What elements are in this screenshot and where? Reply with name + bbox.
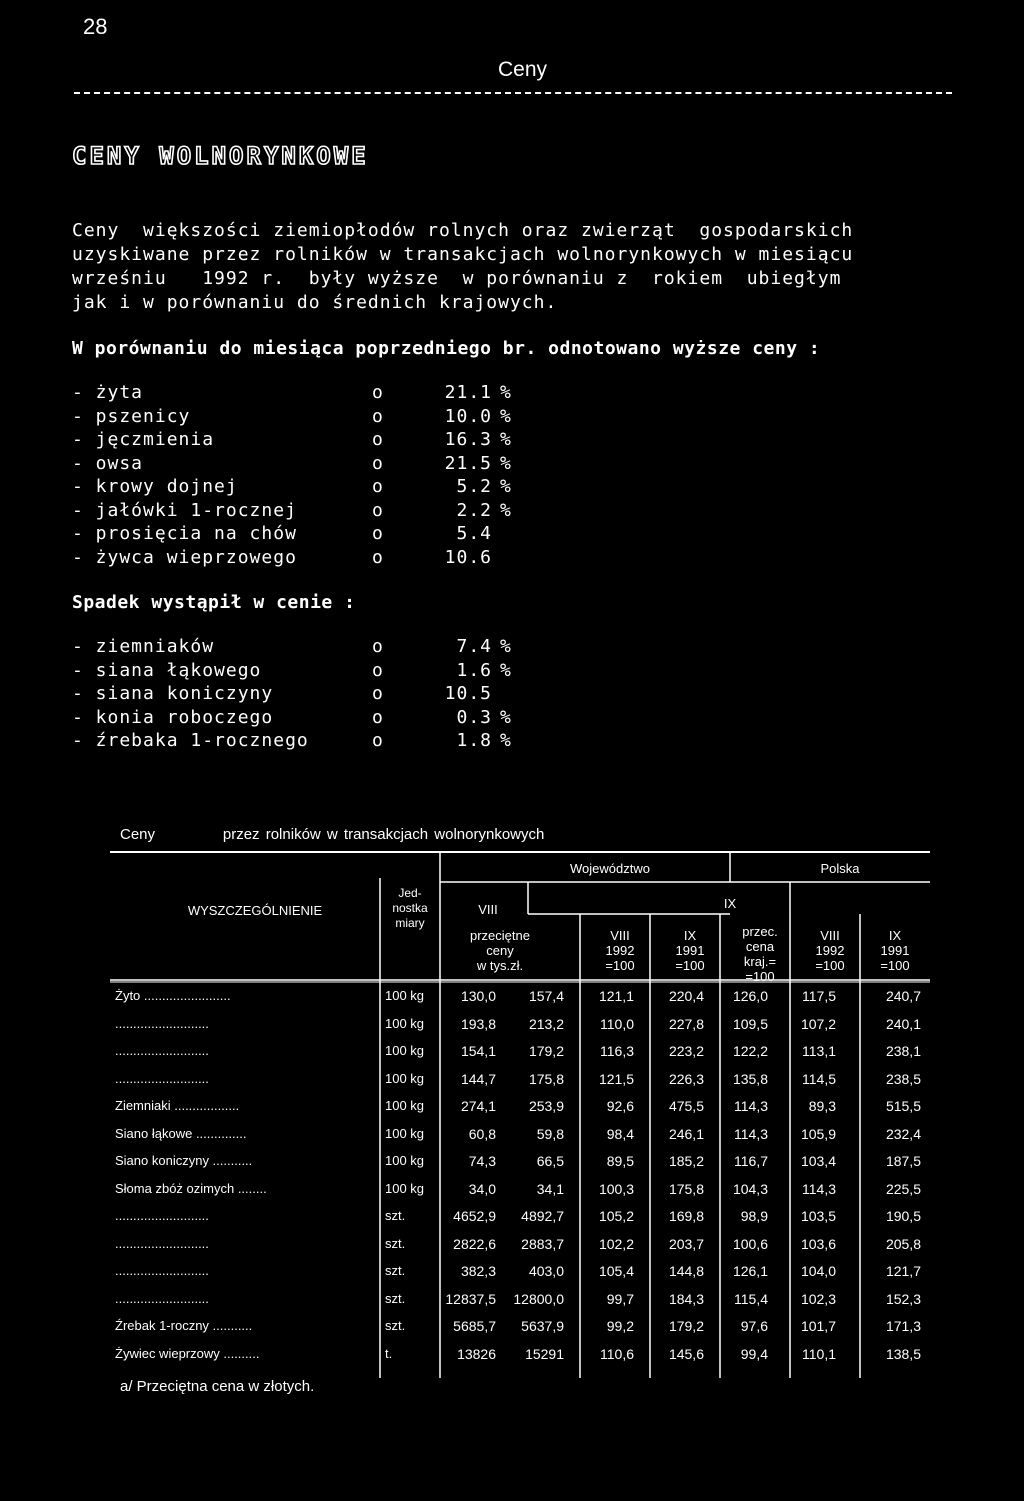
increase-unit: %	[500, 499, 512, 521]
row-unit: 100 kg	[385, 1125, 425, 1141]
table-cell: 126,1	[732, 1263, 768, 1279]
table-cell: 113,1	[802, 1043, 836, 1059]
table-cell: 5685,7	[453, 1318, 496, 1334]
increase-sep: o	[372, 405, 384, 427]
table-cell: 105,9	[800, 1125, 836, 1142]
decrease-value: 7.4	[456, 636, 492, 657]
table-cell: 144,8	[668, 1263, 704, 1279]
decrease-sep: o	[372, 636, 384, 657]
table-cell: 179,2	[528, 1043, 564, 1059]
table-cell: 12837,5	[445, 1290, 496, 1307]
increase-sep: o	[372, 523, 384, 544]
increase-value: 5.2	[456, 476, 492, 497]
table-cell: 382,3	[460, 1263, 496, 1279]
table-cell: 109,5	[732, 1015, 768, 1032]
table-cell: 274,1	[460, 1098, 496, 1114]
increase-value: 10.6	[444, 546, 492, 568]
table-cell: 59,8	[536, 1125, 564, 1142]
table-cell: 99,4	[740, 1345, 768, 1362]
table-cell: 99,2	[606, 1318, 634, 1334]
row-unit: 100 kg	[385, 988, 425, 1003]
table-caption-right: przez rolników w transakcjach wolnorynkowych	[222, 826, 545, 843]
comparison-line: W porównaniu do miesiąca poprzedniego br. odnotowano wyższe ceny :	[72, 338, 821, 359]
decrease-value: 10.5	[444, 683, 492, 704]
table-caption-left: Ceny	[120, 826, 156, 843]
decrease-name: - siana łąkowego	[72, 659, 262, 681]
table-cell: 107,2	[800, 1015, 836, 1032]
increase-name: - pszenicy	[72, 405, 191, 427]
table-cell: 175,8	[668, 1180, 704, 1197]
row-label: Siano łąkowe ..............	[115, 1125, 247, 1141]
table-cell: 15291	[525, 1345, 564, 1362]
table-cell: 203,7	[668, 1235, 704, 1252]
table-cell: 104,0	[800, 1263, 836, 1279]
table-cell: 121,1	[598, 988, 634, 1004]
increase-name: - żyta	[72, 382, 144, 403]
increase-name: - owsa	[72, 452, 144, 474]
intro-line-2: uzyskiwane przez rolników w transakcjach wolnorynkowych w miesiącu	[72, 244, 854, 265]
table-cell: 246,1	[668, 1125, 704, 1142]
table-cell: 515,5	[885, 1098, 921, 1114]
table-cell: 205,8	[885, 1235, 921, 1252]
table-cell: 4892,7	[521, 1208, 564, 1224]
table-cell: 117,5	[802, 988, 836, 1004]
table-cell: 74,3	[468, 1153, 496, 1169]
table-cell: 225,5	[885, 1180, 921, 1197]
header-unit: Jed- nostka miary	[392, 886, 428, 930]
table-cell: 34,1	[536, 1180, 564, 1197]
table-cell: 102,2	[598, 1235, 634, 1252]
increase-name: - jęczmienia	[72, 429, 215, 450]
increase-value: 2.2	[456, 499, 492, 521]
table-cell: 105,4	[598, 1263, 634, 1279]
table-cell: 92,6	[606, 1098, 634, 1114]
decrease-name: - źrebaka 1-rocznego	[72, 730, 309, 751]
increase-value: 21.1	[444, 382, 492, 403]
table-cell: 240,1	[885, 1015, 921, 1032]
footnote: a/ Przeciętna cena w złotych.	[120, 1378, 315, 1395]
increase-unit: %	[500, 429, 512, 450]
table-cell: 104,3	[732, 1180, 768, 1197]
table-cell: 121,7	[885, 1263, 921, 1279]
table-cell: 144,7	[460, 1070, 496, 1087]
table-cell: 12800,0	[513, 1290, 564, 1307]
table-cell: 100,6	[732, 1235, 768, 1252]
increase-sep: o	[372, 382, 384, 403]
table-cell: 60,8	[468, 1125, 496, 1142]
decrease-unit: %	[500, 730, 512, 751]
table-cell: 154,1	[460, 1043, 496, 1059]
row-unit: 100 kg	[385, 1098, 425, 1113]
decrease-sep: o	[372, 730, 384, 751]
decrease-sep: o	[372, 659, 384, 681]
table-cell: 184,3	[668, 1290, 704, 1307]
header-specification: WYSZCZEGÓLNIENIE	[187, 903, 323, 918]
row-unit: 100 kg	[385, 1015, 425, 1031]
table-caption	[120, 826, 544, 843]
row-label: Siano koniczyny ...........	[115, 1153, 253, 1168]
table-cell: 105,2	[598, 1208, 634, 1224]
table-cell: 89,3	[808, 1098, 836, 1114]
table-cell: 227,8	[668, 1015, 704, 1032]
header-voivodeship: Województwo	[570, 861, 650, 876]
price-table	[110, 848, 930, 1378]
increase-value: 10.0	[444, 405, 492, 427]
row-label: ..........................	[115, 1015, 209, 1031]
table-cell: 114,3	[734, 1125, 768, 1142]
table-cell: 5637,9	[521, 1318, 564, 1334]
increase-name: - jałówki 1-rocznej	[72, 499, 297, 521]
table-cell: 102,3	[800, 1290, 836, 1307]
table-cell: 223,2	[668, 1043, 704, 1059]
table-cell: 152,3	[885, 1290, 921, 1307]
row-label: Żyto ........................	[115, 988, 231, 1003]
table-cell: 240,7	[885, 988, 921, 1004]
table-cell: 135,8	[732, 1070, 768, 1087]
table-cell: 220,4	[668, 988, 704, 1004]
increase-unit: %	[500, 476, 512, 497]
table-cell: 97,6	[740, 1318, 768, 1334]
row-unit: 100 kg	[385, 1153, 425, 1168]
increase-unit: %	[500, 452, 512, 474]
table-cell: 4652,9	[453, 1208, 496, 1224]
table-cell: 103,5	[800, 1208, 836, 1224]
main-heading: CENY WOLNORYNKOWE	[72, 142, 369, 170]
table-cell: 475,5	[668, 1098, 704, 1114]
table-cell: 114,3	[802, 1180, 836, 1197]
row-unit: 100 kg	[385, 1180, 425, 1196]
table-cell: 2822,6	[453, 1235, 496, 1252]
table-cell: 114,3	[734, 1098, 768, 1114]
decrease-name: - konia roboczego	[72, 706, 274, 728]
row-label: ..........................	[115, 1263, 209, 1278]
row-unit: t.	[385, 1345, 393, 1361]
table-cell: 130,0	[460, 988, 496, 1004]
table-cell: 145,6	[668, 1345, 704, 1362]
table-cell: 66,5	[536, 1153, 564, 1169]
table-cell: 171,3	[885, 1318, 921, 1334]
table-cell: 403,0	[528, 1263, 564, 1279]
table-cell: 2883,7	[521, 1235, 564, 1252]
row-label: ..........................	[115, 1235, 209, 1251]
increase-sep: o	[372, 546, 384, 568]
header-p-ix-1991: IX 1991 =100	[880, 928, 910, 973]
header-avg-price: przeciętne ceny w tys.zł.	[470, 928, 530, 973]
table-cell: 122,2	[732, 1043, 768, 1059]
increase-value: 5.4	[456, 523, 492, 544]
table-cell: 193,8	[460, 1015, 496, 1032]
header-v-ix-1991: IX 1991 =100	[675, 928, 705, 973]
table-cell: 232,4	[885, 1125, 921, 1142]
row-label: ..........................	[115, 1043, 209, 1058]
header-sub-ix: IX	[723, 896, 737, 911]
intro-line-4: jak i w porównaniu do średnich krajowych.	[72, 292, 558, 313]
drop-line: Spadek wystąpił w cenie :	[72, 592, 356, 613]
row-label: ..........................	[115, 1070, 209, 1086]
increase-name: - prosięcia na chów	[72, 523, 297, 544]
table-cell: 253,9	[528, 1098, 564, 1114]
row-label: ..........................	[115, 1208, 209, 1223]
decrease-sep: o	[372, 706, 384, 728]
table-cell: 116,3	[600, 1043, 634, 1059]
decrease-name: - siana koniczyny	[72, 683, 274, 704]
table-cell: 157,4	[528, 988, 564, 1004]
table-cell: 110,0	[600, 1015, 634, 1032]
table-cell: 114,5	[802, 1070, 836, 1087]
increase-value: 21.5	[444, 452, 492, 474]
table-cell: 13826	[457, 1345, 496, 1362]
row-label: Źrebak 1-roczny ...........	[115, 1318, 253, 1333]
table-cell: 98,9	[740, 1208, 768, 1224]
row-unit: szt.	[385, 1290, 406, 1306]
decrease-unit: %	[500, 636, 512, 657]
row-unit: szt.	[385, 1235, 406, 1251]
intro-line-1: Ceny większości ziemiopłodów rolnych oraz zwierząt gospodarskich	[72, 220, 854, 241]
row-label: Żywiec wieprzowy ..........	[115, 1345, 260, 1361]
decrease-unit: %	[500, 706, 512, 728]
table-cell: 98,4	[606, 1125, 634, 1142]
table-cell: 103,6	[800, 1235, 836, 1252]
increase-sep: o	[372, 452, 384, 474]
table-cell: 185,2	[668, 1153, 704, 1169]
header-sub-viii: VIII	[478, 902, 498, 917]
row-label: Ziemniaki ..................	[115, 1098, 240, 1113]
table-cell: 175,8	[528, 1070, 564, 1087]
table-cell: 34,0	[468, 1180, 496, 1197]
table-cell: 121,5	[598, 1070, 634, 1087]
table-cell: 99,7	[606, 1290, 634, 1307]
table-cell: 187,5	[885, 1153, 921, 1169]
row-unit: 100 kg	[385, 1070, 425, 1086]
increase-name: - żywca wieprzowego	[72, 546, 297, 568]
header-poland: Polska	[820, 861, 860, 876]
table-cell: 169,8	[668, 1208, 704, 1224]
increase-unit: %	[500, 405, 512, 427]
row-unit: szt.	[385, 1318, 406, 1333]
table-cell: 115,4	[734, 1290, 768, 1307]
row-unit: szt.	[385, 1263, 406, 1278]
decrease-value: 0.3	[456, 706, 492, 728]
header-national-avg: przec. cena kraj.= =100	[742, 924, 778, 984]
row-unit: szt.	[385, 1208, 406, 1223]
table-cell: 190,5	[885, 1208, 921, 1224]
table-cell: 100,3	[598, 1180, 634, 1197]
table-cell: 213,2	[528, 1015, 564, 1032]
table-cell: 110,1	[802, 1345, 836, 1362]
table-cell: 89,5	[606, 1153, 634, 1169]
intro-line-3: wrześniu 1992 r. były wyższe w porównaniu z rokiem ubiegłym	[72, 268, 842, 289]
table-cell: 238,5	[885, 1070, 921, 1087]
row-unit: 100 kg	[385, 1043, 425, 1058]
decrease-value: 1.8	[456, 730, 492, 751]
table-cell: 101,7	[800, 1318, 836, 1334]
table-cell: 138,5	[885, 1345, 921, 1362]
table-cell: 126,0	[732, 988, 768, 1004]
header-rule	[74, 92, 952, 94]
increase-name: - krowy dojnej	[72, 476, 238, 497]
decrease-value: 1.6	[456, 659, 492, 681]
increase-value: 16.3	[444, 429, 492, 450]
header-p-viii-1992: VIII 1992 =100	[815, 928, 845, 973]
row-label: Słoma zbóż ozimych ........	[115, 1180, 267, 1196]
decrease-sep: o	[372, 683, 384, 704]
table-cell: 116,7	[734, 1153, 768, 1169]
row-label: ..........................	[115, 1290, 209, 1306]
page-number: 28	[83, 14, 108, 39]
increase-unit: %	[500, 382, 512, 403]
increase-sep: o	[372, 476, 384, 497]
table-cell: 238,1	[885, 1043, 921, 1059]
table-cell: 226,3	[668, 1070, 704, 1087]
table-cell: 103,4	[800, 1153, 836, 1169]
table-cell: 110,6	[600, 1345, 634, 1362]
increase-sep: o	[372, 429, 384, 450]
increase-sep: o	[372, 499, 384, 521]
section-title: Ceny	[498, 58, 548, 81]
table-cell: 179,2	[668, 1318, 704, 1334]
header-v-viii-1992: VIII 1992 =100	[605, 928, 635, 973]
decrease-name: - ziemniaków	[72, 636, 215, 657]
decrease-unit: %	[500, 659, 512, 681]
